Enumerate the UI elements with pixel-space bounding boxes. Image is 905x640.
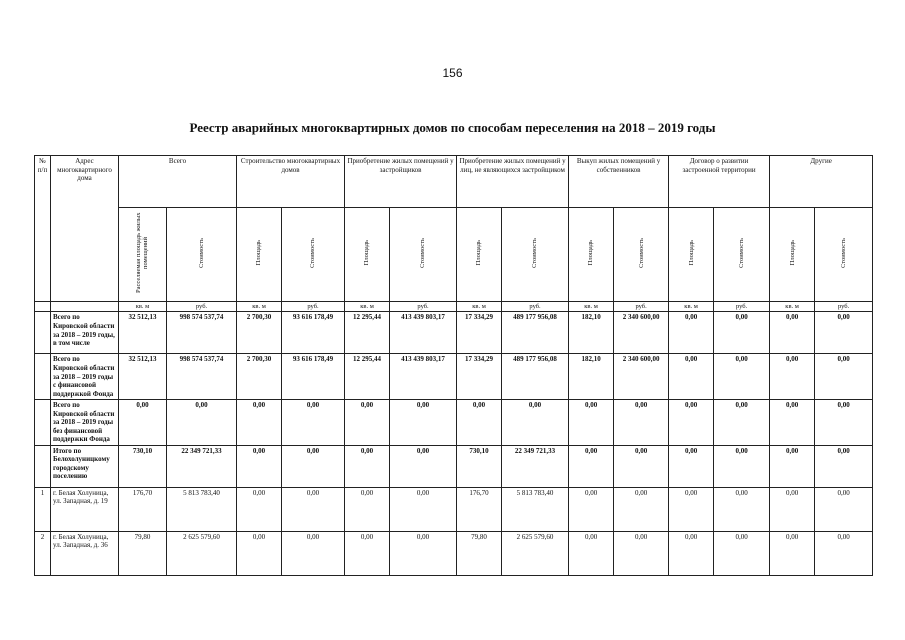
cell-area-value: 0,00 [770,354,815,400]
cell-cost-value: 0,00 [282,531,345,575]
header-area: Площадь [669,208,714,302]
cell-cost-value: 0,00 [815,354,873,400]
cell-area-value: 17 334,29 [457,312,502,354]
row-number: 2 [35,531,51,575]
cell-area-value: 176,70 [457,487,502,531]
cell-cost-value: 0,00 [714,487,770,531]
row-number: 1 [35,487,51,531]
unit-area: кв. м [457,301,502,312]
unit-cost: руб. [390,301,457,312]
header-area: Площадь [237,208,282,302]
header-group-total: Всего [119,156,237,208]
row-address: Всего по Кировской области за 2018 – 2019 годы без финансовой поддержки Фонда [51,400,119,446]
row-number [35,445,51,487]
table-row [35,354,873,400]
unit-area: кв. м [237,301,282,312]
cell-cost-value: 0,00 [390,400,457,446]
cell-cost-value: 998 574 537,74 [167,354,237,400]
unit-cost: руб. [714,301,770,312]
row-address: г. Белая Холуница, ул. Западная, д. 19 [51,487,119,531]
cell-cost-value: 0,00 [502,400,569,446]
cell-cost-value: 413 439 803,17 [390,312,457,354]
cell-area-value: 32 512,13 [119,312,167,354]
row-number [35,312,51,354]
row-address: Итого по Белохолуницкому городскому поселению [51,445,119,487]
cell-area-value: 0,00 [669,354,714,400]
page-number: 156 [442,66,463,80]
cell-area-value: 0,00 [770,312,815,354]
unit-area: кв. м [669,301,714,312]
header-row-subcolumns [35,208,873,302]
unit-cost: руб. [167,301,237,312]
header-cost: Стоимость [714,208,770,302]
cell-cost-value: 0,00 [390,487,457,531]
cell-area-value: 0,00 [237,487,282,531]
cell-cost-value: 0,00 [815,400,873,446]
cell-cost-value: 5 813 783,40 [167,487,237,531]
cell-area-value: 0,00 [457,400,502,446]
cell-cost-value: 2 340 600,00 [614,354,669,400]
cell-cost-value: 998 574 537,74 [167,312,237,354]
document-title: Реестр аварийных многоквартирных домов по способам переселения на 2018 – 2019 годы [189,120,716,135]
unit-cost: руб. [614,301,669,312]
header-cost: Стоимость [282,208,345,302]
cell-cost-value: 2 625 579,60 [502,531,569,575]
header-area: Площадь [345,208,390,302]
header-group-other: Другие [770,156,873,208]
cell-area-value: 0,00 [345,445,390,487]
cell-cost-value: 0,00 [815,312,873,354]
cell-area-value: 182,10 [569,354,614,400]
cell-area-value: 0,00 [770,531,815,575]
cell-cost-value: 93 616 178,49 [282,354,345,400]
cell-cost-value: 0,00 [714,354,770,400]
unit-cost: руб. [282,301,345,312]
cell-area-value: 0,00 [569,400,614,446]
cell-area-value: 0,00 [237,531,282,575]
cell-cost-value: 0,00 [614,487,669,531]
cell-area-value: 12 295,44 [345,354,390,400]
header-group-construction: Строительство многоквартирных домов [237,156,345,208]
cell-area-value: 0,00 [669,445,714,487]
cell-cost-value: 0,00 [714,531,770,575]
cell-area-value: 0,00 [669,487,714,531]
header-total-area: Расселяемая площадь жилых помещений [119,208,167,302]
header-area: Площадь [770,208,815,302]
cell-cost-value: 2 340 600,00 [614,312,669,354]
unit-cost: руб. [502,301,569,312]
cell-cost-value: 413 439 803,17 [390,354,457,400]
header-cost: Стоимость [390,208,457,302]
cell-cost-value: 0,00 [282,445,345,487]
units-row [35,301,873,312]
cell-cost-value: 489 177 956,08 [502,354,569,400]
unit-area: кв. м [119,301,167,312]
cell-cost-value: 0,00 [815,531,873,575]
register-table [34,155,873,576]
cell-area-value: 32 512,13 [119,354,167,400]
cell-area-value: 0,00 [345,531,390,575]
cell-cost-value: 0,00 [390,445,457,487]
cell-cost-value: 5 813 783,40 [502,487,569,531]
row-number [35,354,51,400]
table-row [35,400,873,446]
cell-area-value: 730,10 [457,445,502,487]
cell-area-value: 0,00 [770,445,815,487]
header-num: № п/п [35,156,51,302]
cell-cost-value: 22 349 721,33 [167,445,237,487]
cell-area-value: 0,00 [770,487,815,531]
header-total-cost: Стоимость [167,208,237,302]
cell-area-value: 17 334,29 [457,354,502,400]
cell-area-value: 0,00 [237,400,282,446]
cell-cost-value: 0,00 [714,400,770,446]
cell-area-value: 12 295,44 [345,312,390,354]
cell-cost-value: 0,00 [282,400,345,446]
cell-cost-value: 0,00 [614,445,669,487]
header-area: Площадь [569,208,614,302]
header-cost: Стоимость [614,208,669,302]
cell-area-value: 0,00 [569,531,614,575]
table-row [35,312,873,354]
header-group-buyout-owners: Выкуп жилых помещений у собственников [569,156,669,208]
unit-cost: руб. [815,301,873,312]
cell-cost-value: 0,00 [282,487,345,531]
row-number [35,400,51,446]
cell-area-value: 2 700,30 [237,312,282,354]
cell-cost-value: 22 349 721,33 [502,445,569,487]
cell-cost-value: 0,00 [815,445,873,487]
cell-area-value: 0,00 [669,531,714,575]
row-address: Всего по Кировской области за 2018 – 2019 годы с финансовой поддержкой Фонда [51,354,119,400]
cell-area-value: 0,00 [770,400,815,446]
cell-cost-value: 0,00 [167,400,237,446]
cell-area-value: 182,10 [569,312,614,354]
cell-area-value: 2 700,30 [237,354,282,400]
cell-area-value: 0,00 [237,445,282,487]
units-empty [35,301,51,312]
cell-cost-value: 0,00 [614,400,669,446]
header-cost: Стоимость [502,208,569,302]
cell-area-value: 0,00 [345,400,390,446]
header-address: Адрес многоквартирного дома [51,156,119,302]
unit-area: кв. м [770,301,815,312]
header-group-development-agreement: Договор о развитии застроенной территории [669,156,770,208]
cell-area-value: 176,70 [119,487,167,531]
cell-cost-value: 93 616 178,49 [282,312,345,354]
cell-area-value: 0,00 [569,487,614,531]
cell-area-value: 0,00 [669,312,714,354]
unit-area: кв. м [569,301,614,312]
cell-area-value: 0,00 [569,445,614,487]
cell-cost-value: 0,00 [815,487,873,531]
header-row-groups [35,156,873,208]
cell-area-value: 0,00 [669,400,714,446]
row-address: Всего по Кировской области за 2018 – 2019 годы, в том числе [51,312,119,354]
cell-cost-value: 2 625 579,60 [167,531,237,575]
cell-cost-value: 0,00 [390,531,457,575]
header-group-purchase-non-developers: Приобретение жилых помещений у лиц, не являющихся застройщиком [457,156,569,208]
table-row [35,487,873,531]
table-row [35,531,873,575]
cell-area-value: 79,80 [119,531,167,575]
units-empty [51,301,119,312]
row-address: г. Белая Холуница, ул. Западная, д. 36 [51,531,119,575]
cell-area-value: 79,80 [457,531,502,575]
cell-area-value: 0,00 [345,487,390,531]
table-row [35,445,873,487]
header-area: Площадь [457,208,502,302]
cell-cost-value: 489 177 956,08 [502,312,569,354]
cell-cost-value: 0,00 [714,312,770,354]
unit-area: кв. м [345,301,390,312]
cell-area-value: 0,00 [119,400,167,446]
header-cost: Стоимость [815,208,873,302]
header-group-purchase-developers: Приобретение жилых помещений у застройщиков [345,156,457,208]
cell-cost-value: 0,00 [614,531,669,575]
cell-cost-value: 0,00 [714,445,770,487]
cell-area-value: 730,10 [119,445,167,487]
